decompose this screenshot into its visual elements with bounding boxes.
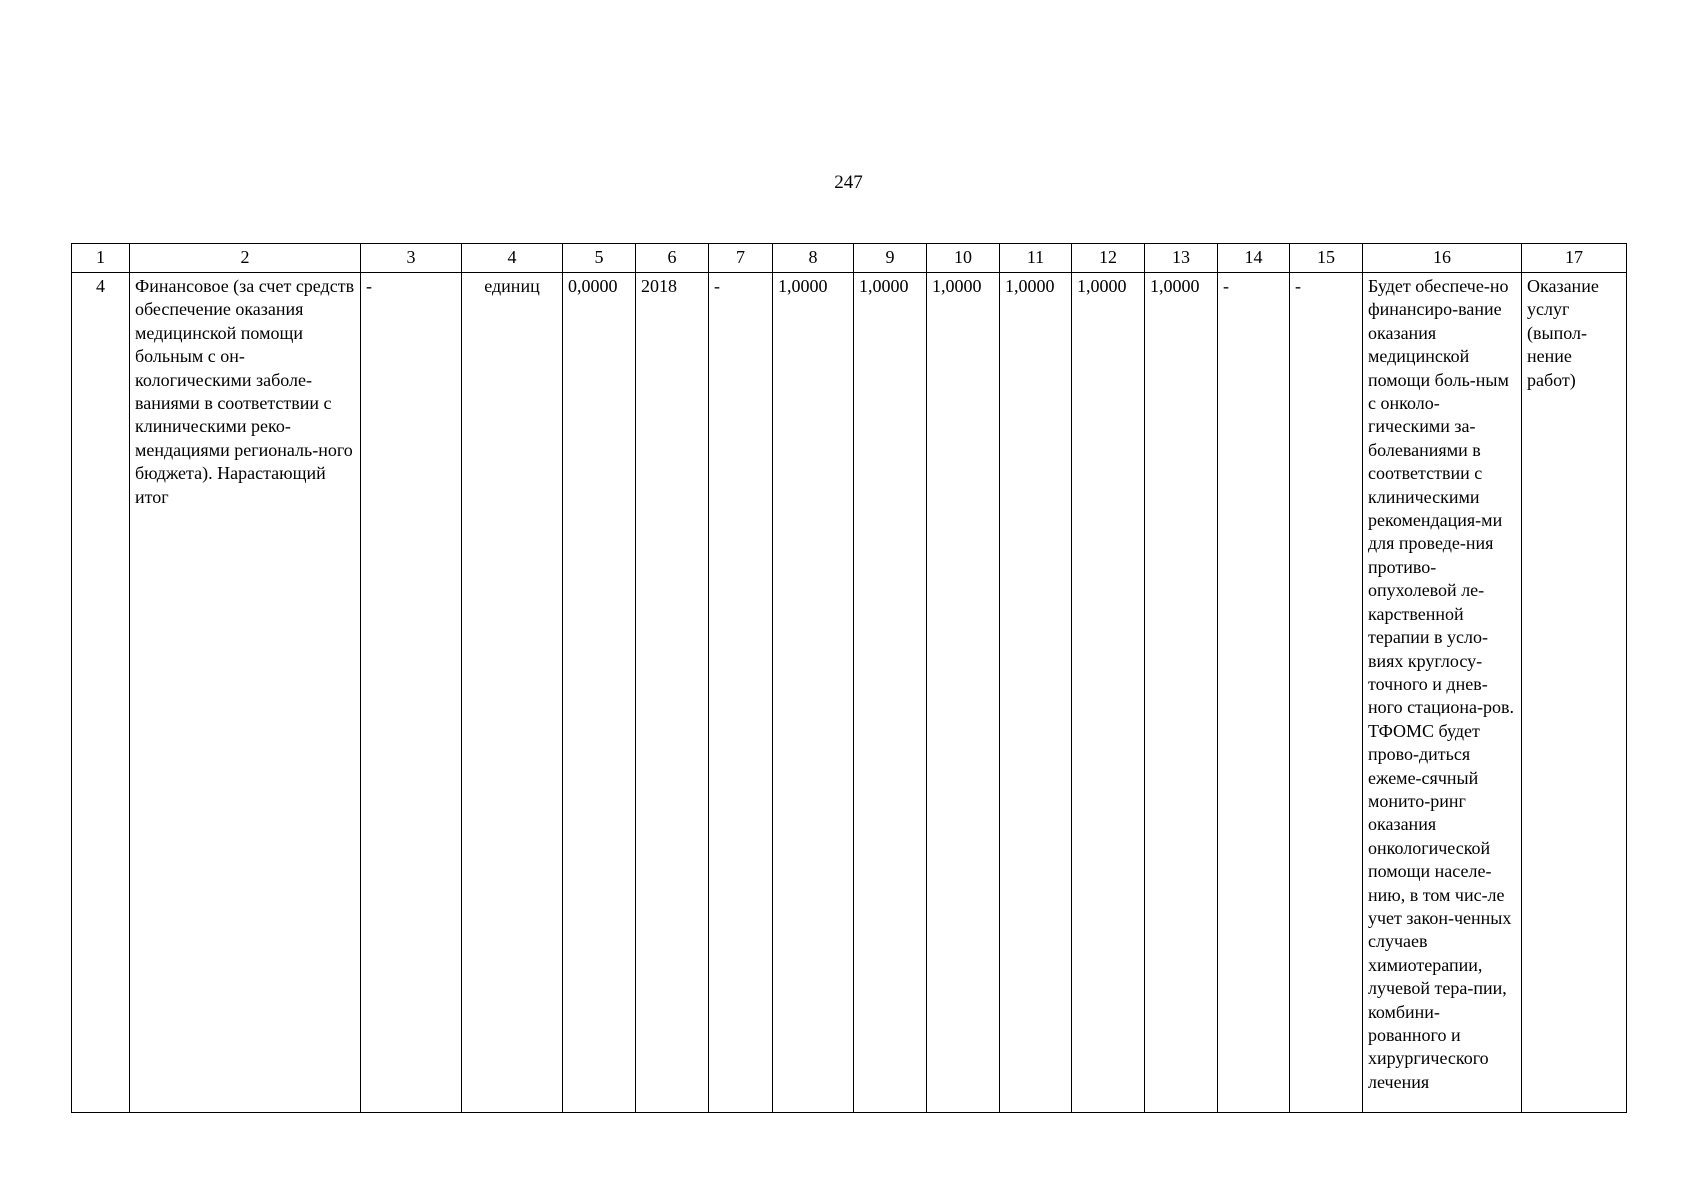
column-header: 2	[130, 244, 361, 273]
column-header: 5	[563, 244, 636, 273]
value-cell: 1,0000	[927, 273, 1000, 1113]
value-cell: 1,0000	[1072, 273, 1145, 1113]
column-header: 7	[709, 244, 773, 273]
base-value-cell: 0,0000	[563, 273, 636, 1113]
column-header: 13	[1145, 244, 1218, 273]
column-header: 14	[1218, 244, 1290, 273]
value-cell: 1,0000	[1145, 273, 1218, 1113]
column-header: 3	[361, 244, 462, 273]
column-header: 8	[773, 244, 854, 273]
value-cell: 1,0000	[854, 273, 927, 1113]
base-year-cell: 2018	[636, 273, 709, 1113]
table-header-row	[72, 244, 1627, 273]
table-row	[72, 273, 1627, 1113]
page-number: 247	[834, 172, 863, 193]
type-cell: Оказание услуг (выпол-нение работ)	[1522, 273, 1627, 1113]
description-cell: Будет обеспече-но финансиро-вание оказания медицинской помощи боль-ным с онколо-гическими за-болеваниями в соответствии с клиническими рекомендация-ми для проведе-ния противо-опухолевой ле-карственной терапии в усло-виях круглосу-точного и днев-ного стациона-ров. ТФОМС будет прово-диться ежеме-сячный монито-ринг оказания онкологической помощи населе-нию, в том чис-ле учет закон-ченных случаев химиотерапии, лучевой тера-пии, комбини-рованного и хирургического лечения	[1363, 273, 1522, 1113]
table-cell: -	[1290, 273, 1363, 1113]
column-header: 17	[1522, 244, 1627, 273]
table-cell: -	[1218, 273, 1290, 1113]
column-header: 12	[1072, 244, 1145, 273]
column-header: 6	[636, 244, 709, 273]
indicator-table	[71, 243, 1627, 1113]
column-header: 10	[927, 244, 1000, 273]
value-cell: 1,0000	[1000, 273, 1072, 1113]
column-header: 1	[72, 244, 130, 273]
unit-cell: единиц	[462, 273, 563, 1113]
table-cell: -	[709, 273, 773, 1113]
column-header: 11	[1000, 244, 1072, 273]
indicator-name-cell: Финансовое (за счет средств обеспечение оказания медицинской помощи больным с он-кологическими заболе-ваниями в соответствии с клиническими реко-мендациями региональ-ного бюджета). Нарастающий итог	[130, 273, 361, 1113]
value-cell: 1,0000	[773, 273, 854, 1113]
column-header: 4	[462, 244, 563, 273]
row-number-cell: 4	[72, 273, 130, 1113]
column-header: 9	[854, 244, 927, 273]
column-header: 15	[1290, 244, 1363, 273]
table-cell: -	[361, 273, 462, 1113]
column-header: 16	[1363, 244, 1522, 273]
